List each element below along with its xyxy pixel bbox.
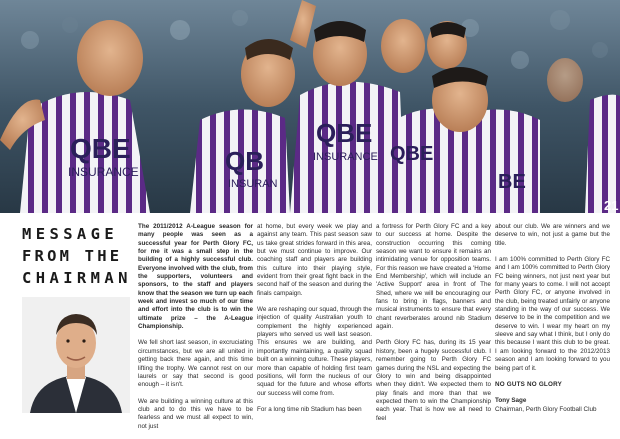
section-title bbox=[22, 223, 132, 289]
svg-text:INSURANCE: INSURANCE bbox=[68, 165, 139, 179]
body-paragraph: a fortress for Perth Glory FC and a key to our success at home. Despite the construction occurring this coming season we want to ensure it remains an intimidating venue for opposition teams. For this reason we have created a 'Home End Membership', which will include an 'Active Support' area in front of The Shed, where we will be encouraging our fans to bring in flags, banners and musical instruments to ensure that every chant reverberates around nib Stadium again. bbox=[376, 223, 491, 331]
body-paragraph: We are reshaping our squad, through the injection of quality Australian youth to complement the highly experienced players who served us well last season. This ensures we are building, and importantly maintaining, a quality squad built on a winning culture. These players, more than capable of holding first team positions, will form the nucleus of our squad for the future and whose efforts our success will come from. bbox=[257, 306, 372, 397]
article-column-3 bbox=[376, 223, 491, 431]
body-paragraph: about our club. We are winners and we deserve to win, not just a game but the title. bbox=[495, 223, 610, 247]
body-paragraph: at home, but every week we play and against any team. This past season saw us take great strides forward in this area, but we must continue to improve. Our coaching staff and players are building this culture into their playing style, evident from their great fight back in the second half of the season and during the finals campaign. bbox=[257, 223, 372, 297]
body-paragraph: We are building a winning culture at this club and to do this we have to be fearless and we must all expect to win, not just bbox=[138, 397, 253, 430]
title-line-2: FROM THE bbox=[22, 247, 123, 265]
svg-text:21: 21 bbox=[604, 198, 619, 213]
body-paragraph: For a long time nib Stadium has been bbox=[257, 405, 362, 413]
signature-title: Chairman, Perth Glory Football Club bbox=[495, 405, 597, 413]
chairman-article bbox=[0, 213, 620, 430]
article-column-1 bbox=[138, 223, 253, 439]
body-paragraph: I am 100% committed to Perth Glory FC and I am 100% committed to Perth Glory FC being winners, not just next year but for many years to come. I will not accept Perth Glory FC, or anyone involved in the club, being treated unfairly or anyone standing in the way of our success. We deserve to be in the competition and we deserve to win. I wear my heart on my sleeve and say what I think, but I only do this because I want this club to be great. I am looking forward to the 2012/2013 season and I am looking forward to you being part of it. bbox=[495, 256, 610, 372]
article-column-4 bbox=[495, 223, 610, 414]
team-celebration-photo bbox=[0, 0, 620, 213]
title-line-1: MESSAGE bbox=[22, 225, 119, 243]
signature-name: Tony Sage bbox=[495, 397, 527, 405]
svg-text:BE: BE bbox=[498, 171, 526, 193]
svg-text:QB: QB bbox=[225, 146, 264, 176]
article-column-2 bbox=[257, 223, 372, 422]
lead-paragraph: The 2011/2012 A-League season for many people was seen as a successful year for Perth Glory FC, for me it was a small step in the building of a highly successful club. Everyone involved with the club, from the supporters, volunteers and sponsors, to the staff and players know that the season we turn up each week and invest so much of our time and effort into the club is to win the ultimate prize – the A-League Championship. bbox=[138, 223, 253, 331]
svg-text:QBE: QBE bbox=[316, 118, 373, 148]
svg-text:INSURANCE: INSURANCE bbox=[313, 151, 378, 163]
chairman-portrait bbox=[22, 297, 130, 413]
body-paragraph: We fell short last season, in excruciating circumstances, but we are all united in getting back there again, and this time lifting the trophy. We cannot rest on our laurels or say that second is good enough – it isn't. bbox=[138, 339, 253, 389]
svg-text:QBE: QBE bbox=[390, 143, 434, 165]
body-paragraph: Perth Glory FC has, during its 15 year history, been a hugely successful club. I remember going to Perth Glory FC games during the NSL and expecting the Glory to win and being disappointed when they didn't. We expected them to play finals and more than that we expected them to win the Championship each year. That is how we all need to feel bbox=[376, 339, 491, 422]
svg-text:QBE: QBE bbox=[70, 133, 131, 164]
title-line-3: CHAIRMAN bbox=[22, 269, 132, 287]
hero-photo bbox=[0, 0, 620, 213]
signoff-tagline: NO GUTS NO GLORY bbox=[495, 380, 562, 388]
svg-text:INSURAN: INSURAN bbox=[228, 178, 278, 190]
